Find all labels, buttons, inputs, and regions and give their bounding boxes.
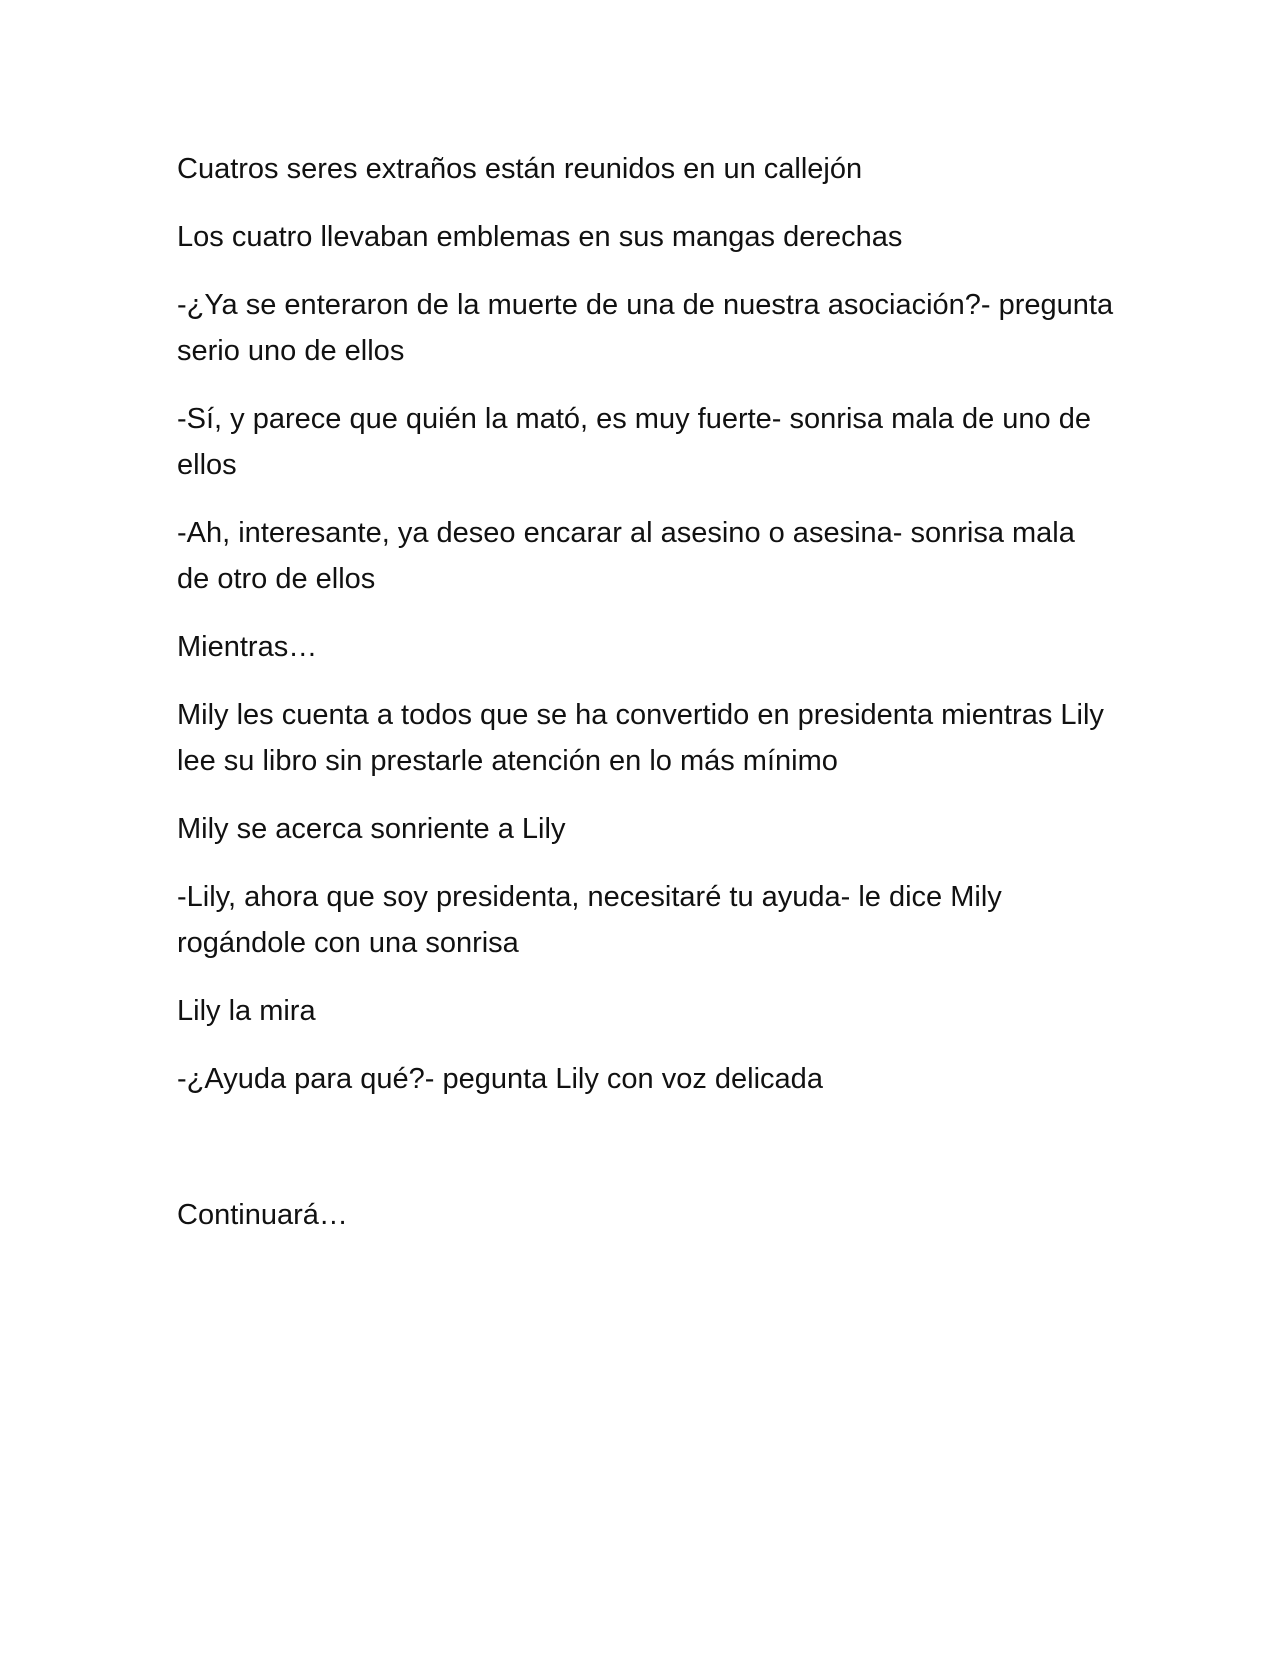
paragraph: -Sí, y parece que quién la mató, es muy fuerte- sonrisa mala de uno de ellos: [177, 403, 1100, 481]
paragraph: -¿Ya se enteraron de la muerte de una de nuestra asociación?- pregunta serio uno de ellos: [177, 289, 1122, 367]
blank-line: [177, 1124, 1117, 1170]
paragraph: -Lily, ahora que soy presidenta, necesitaré tu ayuda- le dice Mily rogándole con una sonrisa: [177, 881, 1010, 959]
document-body: [177, 146, 1122, 1260]
paragraph: Cuatros seres extraños están reunidos en un callejón: [177, 153, 863, 185]
paragraph: Mily se acerca sonriente a Lily: [177, 813, 566, 845]
paragraph: Lily la mira: [177, 995, 316, 1027]
paragraph: -¿Ayuda para qué?- pegunta Lily con voz delicada: [177, 1063, 823, 1095]
paragraph: Mientras…: [177, 631, 318, 663]
paragraph: -Ah, interesante, ya deseo encarar al asesino o asesina- sonrisa mala de otro de ellos: [177, 517, 1092, 595]
paragraph-closing: Continuará…: [177, 1199, 348, 1231]
paragraph: Los cuatro llevaban emblemas en sus mangas derechas: [177, 221, 903, 253]
paragraph: Mily les cuenta a todos que se ha convertido en presidenta mientras Lily lee su libro sin prestarle atención en lo más mínimo: [177, 699, 1112, 777]
